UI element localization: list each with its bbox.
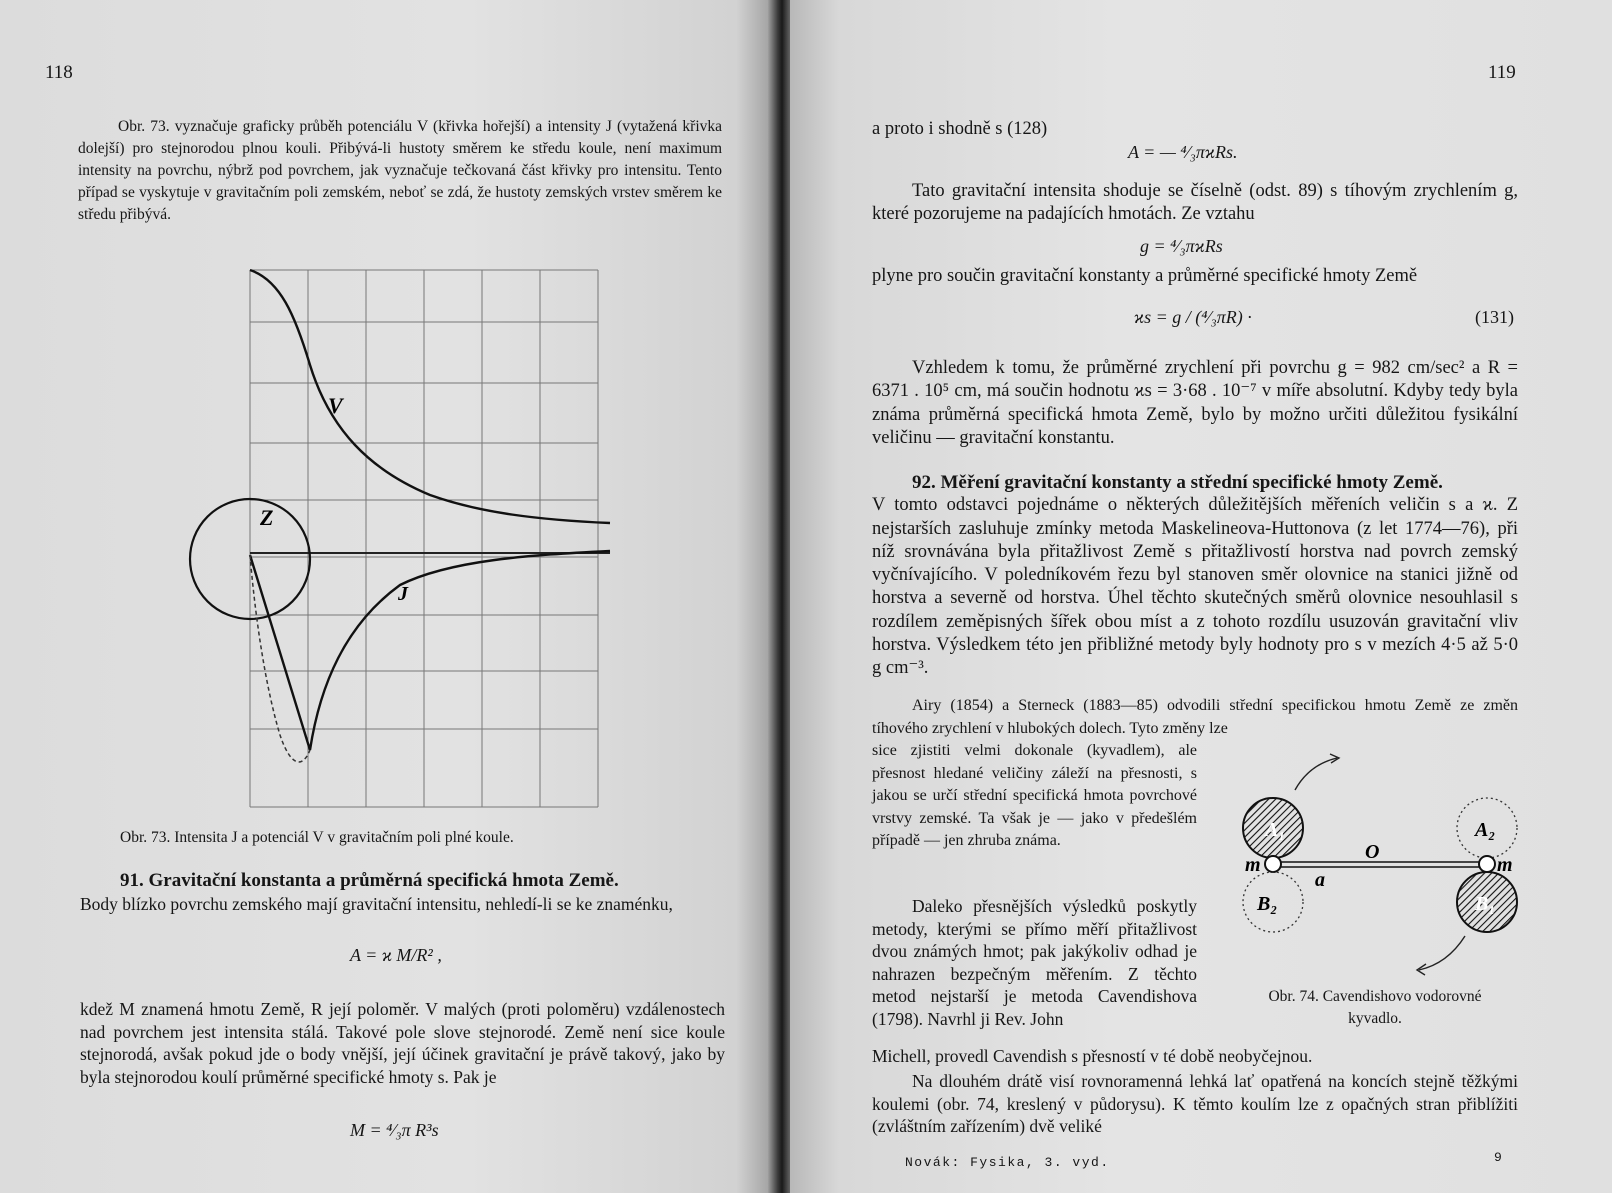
right-line-1: a proto i shodně s (128): [872, 119, 1048, 139]
right-para-3: Vzhledem k tomu, že průměrné zrychlení při povrchu g = 982 cm/sec² a R = 6371 . 10⁵ cm, má součin hodnotu ϰs = 3·68 . 10⁻⁷ v míře absolutní. Kdyby tedy byla známa průměrná specifická hmota Země, bylo by možno určiti důležitou fysikální veličinu — gravitační konstantu.: [872, 358, 1518, 448]
label-J: J: [398, 583, 408, 605]
right-page-number: 119: [1488, 62, 1516, 83]
formula-g: g = ⁴⁄₃πϰRs: [1140, 236, 1223, 256]
potential-curve-V: [250, 270, 610, 523]
page-footer: Novák: Fysika, 3. vyd.: [905, 1155, 1110, 1170]
label-m-left: m: [1245, 854, 1261, 876]
right-para-1: Tato gravitační intensita shoduje se číselně (odst. 89) s tíhovým zrychlením g, které pozorujeme na padajících hmotách. Ze vztahu: [872, 181, 1518, 225]
label-Z: Z: [260, 505, 274, 530]
label-A1: A₁: [1265, 819, 1286, 841]
left-section-91: [80, 870, 725, 915]
formula-A-left: A = ϰ M/R² ,: [350, 945, 442, 965]
formula-xs: ϰs = g / (⁴⁄₃πR) ·: [1134, 307, 1252, 327]
left-body-paragraph: kdež M znamená hmotu Země, R její poloměr. V malých (proti poloměru) vzdálenostech nad povrchem jest intensita stálá. Takové pole slove stejnorodé. Země není sice koule stejnorodá, avšak pokud jde o body vnější, její účinek gravitační je právě takový, jako by byla stejnorodou koulí průměrné specifické hmoty s. Pak je: [80, 999, 725, 1087]
label-B1: B₁: [1475, 893, 1496, 915]
right-para-5-full: Airy (1854) a Sterneck (1883—85) odvodili střední specifickou hmotu Země ze změn tíhového zrychlení v hlubokých dolech. Tyto změny lze: [872, 697, 1518, 737]
left-intro-paragraph: Obr. 73. vyznačuje graficky průběh potenciálu V (křivka hořejší) a intensity J (vytažená křivka dolejší) pro stejnorodou plnou kouli. Přibývá-li hustoty směrem ke středu koule, není maximum intensity na povrchu, nýbrž pod povrchem, jak vyznačuje tečkovaná část křivky pro intensitu. Tento případ se vyskytuje v gravitačním poli zemském, neboť se zdá, že hustoty zemských vrstev směrem ke středu přibývá.: [78, 118, 722, 223]
right-para-7: Na dlouhém drátě visí rovnoramenná lehká lať opatřená na koncích stejně těžkými koulemi (obr. 74, kreslený v půdorysu). K těmto koulím lze z opačných stran přiblížiti (zvláštním zařízením) dvě veliké: [872, 1071, 1518, 1136]
left-page-number: 118: [45, 62, 73, 83]
intensity-curve-J: [250, 551, 610, 750]
label-B2: B₂: [1257, 893, 1278, 915]
formula-A-right: A = — ⁴⁄₃πϰRs.: [1128, 142, 1238, 162]
figure-73-caption: Obr. 73. Intensita J a potenciál V v gravitačním poli plné koule.: [120, 829, 514, 846]
right-para-5-column: sice zjistiti velmi dokonale (kyvadlem), ale přesnost hledané veličiny záleží na přesnosti, s jakou se určí střední specifická hmota povrchové vrstvy zemské. Ta však je — jako v předešlém případě — jen zhruba známa.: [872, 742, 1197, 849]
label-m-right: m: [1497, 854, 1513, 876]
right-para-4: V tomto odstavci pojednáme o některých důležitějších měřeních veličin s a ϰ. Z nejstarších zasluhuje zmínky metoda Maskelineova-Huttonova (z let 1774—76), při níž srovnávána byla přitažlivost Země s přitažlivostí horstva nad povrch zemský vyčnívajícího. V poledníkovém řezu byl stanoven směr olovnice na stanici jižně od horstva a severně od horstva. Úhel těchto skutečných směrů olovnice nesouhlasil s rozdílem zeměpisných šířek obou míst a z tohoto rozdílu usuzován gravitační vliv horstva. Výsledkem této jen přibližné metody byly hodnoty pro s v mezích 4·5 až 5·0 g cm⁻³.: [872, 495, 1518, 679]
label-A2: A₂: [1475, 819, 1496, 841]
signature-mark: 9: [1494, 1150, 1504, 1165]
figure-74: [1225, 750, 1555, 980]
small-sphere-left: [1265, 856, 1281, 872]
figure-73: [170, 255, 790, 815]
formula-M: M = ⁴⁄₃π R³s: [350, 1120, 439, 1140]
section-92-heading: 92. Měření gravitační konstanty a střední specifické hmoty Země.: [912, 472, 1443, 493]
right-para-6-column: Daleko přesnějších výsledků poskytly metody, kterými se přímo měří přitažlivost dvou známých hmot; pak jakýkoliv odhad je nahrazen bezpečným měřením. Z těchto metod nejstarší je metoda Cavendishova (1798). Navrhl ji Rev. John: [872, 896, 1197, 1029]
label-O: O: [1365, 841, 1380, 863]
right-section-92: [872, 471, 1518, 681]
section-91-intro: Body blízko povrchu zemského mají gravitační intensitu, nehledí-li se ke znaménku,: [80, 893, 673, 914]
small-sphere-right: [1479, 856, 1495, 872]
label-V: V: [328, 393, 343, 418]
figure-74-caption: Obr. 74. Cavendishovo vodorovné kyvadlo.: [1268, 988, 1482, 1027]
equation-number-131: (131): [1475, 307, 1514, 327]
label-a: a: [1315, 869, 1325, 891]
arrow-up: [1295, 758, 1337, 790]
right-para-6-end: Michell, provedl Cavendish s přesností v té době neobyčejnou.: [872, 1046, 1313, 1066]
section-91-heading: 91. Gravitační konstanta a průměrná specifická hmota Země.: [120, 870, 619, 891]
right-para-2: plyne pro součin gravitační konstanty a průměrné specifické hmoty Země: [872, 266, 1418, 286]
